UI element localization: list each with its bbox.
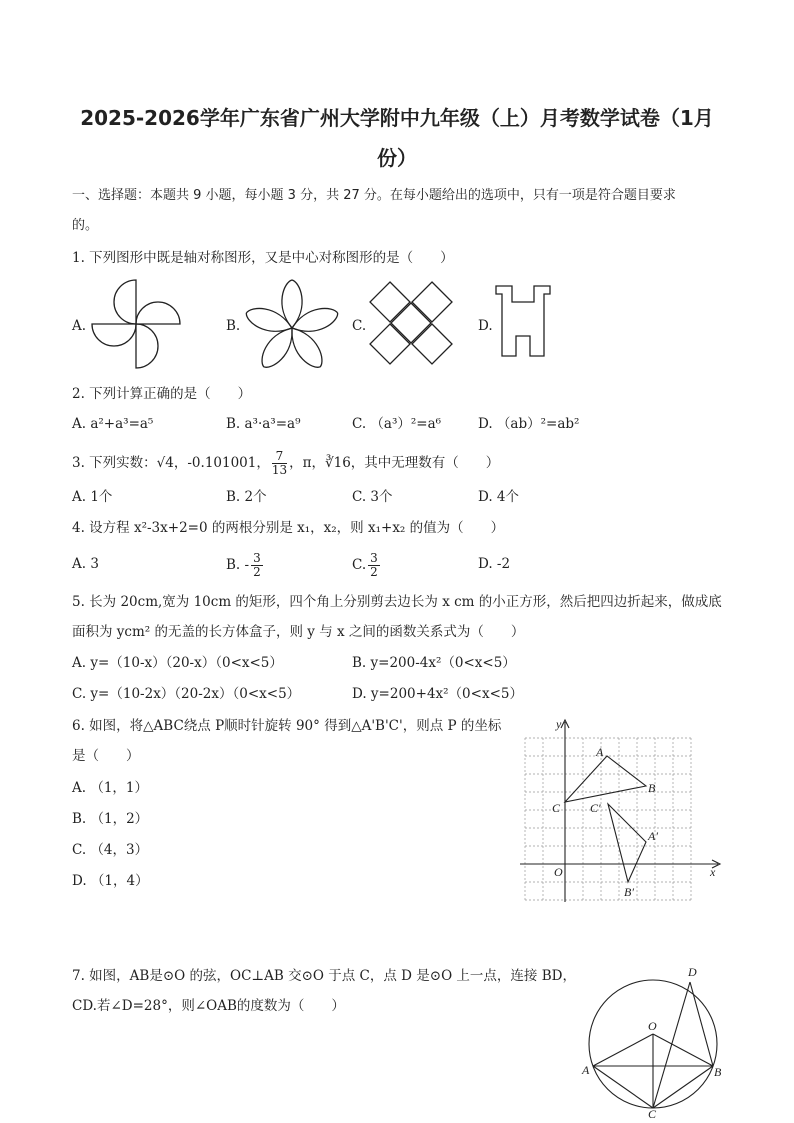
circle-point-d-label: D bbox=[688, 965, 697, 979]
question-6-line1: 6. 如图，将△ABC绕点 P顺时针旋转 90° 得到△A'B'C'，则点 P 的坐标 bbox=[72, 718, 502, 734]
question-6-line2: 是（ ） bbox=[72, 748, 140, 764]
q4-option-b bbox=[226, 552, 265, 579]
q3-fraction-den: 13 bbox=[271, 463, 288, 477]
q3-sqrt4: √4 bbox=[156, 455, 174, 471]
q6-option-a: A. （1，1） bbox=[72, 780, 149, 796]
circle-chord-figure bbox=[578, 962, 728, 1118]
q2-option-d: D. （ab）²=ab² bbox=[478, 416, 580, 432]
q2-option-c: C. （a³）²=a⁶ bbox=[352, 416, 442, 432]
q6-option-c: C. （4，3） bbox=[72, 842, 149, 858]
section-header-line1: 一、选择题：本题共 9 小题，每小题 3 分，共 27 分。在每小题给出的选项中，只有一项是符合题目要求 bbox=[72, 188, 676, 203]
q3-option-c: C. 3个 bbox=[352, 489, 393, 505]
q4-option-b-prefix: B. - bbox=[226, 557, 250, 573]
q3-pi: ，π， bbox=[289, 455, 326, 471]
q2-option-a: A. a²+a³=a⁵ bbox=[72, 416, 154, 432]
q4-option-c-fraction bbox=[368, 552, 380, 579]
page-title-line2: 份） bbox=[377, 146, 417, 170]
question-1-stem: 1. 下列图形中既是轴对称图形，又是中心对称图形的是（ ） bbox=[72, 250, 454, 266]
flower-figure bbox=[244, 276, 340, 372]
question-5-line1: 5. 长为 20cm,宽为 10cm 的矩形，四个角上分别剪去边长为 x cm 的小正方形，然后把四边折起来，做成底 bbox=[72, 594, 722, 610]
q5-option-a: A. y=（10-x）（20-x）（0<x<5） bbox=[72, 655, 283, 671]
castle-figure bbox=[494, 284, 554, 360]
q5-option-c: C. y=（10-2x）（20-2x）（0<x<5） bbox=[72, 686, 301, 702]
q4-c-den: 2 bbox=[370, 565, 378, 579]
q4-b-num: 3 bbox=[253, 551, 261, 565]
q5-option-b: B. y=200-4x²（0<x<5） bbox=[352, 655, 516, 671]
page-title-line1: 2025-2026学年广东省广州大学附中九年级（上）月考数学试卷（1月 bbox=[80, 106, 714, 130]
q4-option-c bbox=[352, 552, 382, 579]
question-7-line2: CD.若∠D=28°，则∠OAB的度数为（ ） bbox=[72, 998, 345, 1014]
q3-stem-prefix: 3. 下列实数： bbox=[72, 455, 157, 471]
q1-option-b: B. bbox=[226, 318, 241, 334]
q5-option-d: D. y=200+4x²（0<x<5） bbox=[352, 686, 523, 702]
circle-point-b-label: B bbox=[714, 1065, 722, 1079]
q3-option-b: B. 2个 bbox=[226, 489, 267, 505]
y-axis-label: y bbox=[556, 717, 562, 731]
q3-cuberoot: ∛16 bbox=[325, 455, 351, 471]
section-header-line2: 的。 bbox=[72, 218, 99, 233]
q1-option-c: C. bbox=[352, 318, 367, 334]
q1-option-d: D. bbox=[478, 318, 493, 334]
q3-stem-suffix: ，其中无理数有（ ） bbox=[350, 455, 500, 471]
q3-fraction-num: 7 bbox=[272, 450, 287, 464]
q3-option-a: A. 1个 bbox=[72, 489, 113, 505]
squares-figure bbox=[368, 280, 456, 368]
point-c-label: C bbox=[552, 801, 561, 815]
pinwheel-figure bbox=[88, 276, 184, 372]
question-4-stem: 4. 设方程 x²-3x+2=0 的两根分别是 x₁，x₂，则 x₁+x₂ 的值为（ ） bbox=[72, 520, 505, 536]
circle-point-a-label: A bbox=[582, 1063, 590, 1077]
question-7-line1: 7. 如图，AB是⊙O 的弦，OC⊥AB 交⊙O 于点 C，点 D 是⊙O 上一点，连接 BD， bbox=[72, 968, 576, 984]
q6-option-d: D. （1，4） bbox=[72, 873, 149, 889]
origin-label: O bbox=[554, 865, 563, 879]
rotation-grid-figure bbox=[520, 716, 726, 906]
q4-b-den: 2 bbox=[253, 565, 261, 579]
q4-option-b-fraction bbox=[251, 552, 263, 579]
question-3-stem bbox=[72, 450, 499, 477]
q3-decimal: ，-0.101001， bbox=[173, 455, 270, 471]
q3-fraction bbox=[272, 450, 287, 477]
point-c-prime-label: C′ bbox=[590, 801, 601, 815]
point-a-label: A bbox=[596, 745, 604, 759]
q6-option-b: B. （1，2） bbox=[72, 811, 149, 827]
q4-option-c-prefix: C. bbox=[352, 557, 367, 573]
question-2-stem: 2. 下列计算正确的是（ ） bbox=[72, 386, 252, 402]
point-a-prime-label: A′ bbox=[648, 829, 658, 843]
point-b-label: B bbox=[648, 781, 656, 795]
circle-point-c-label: C bbox=[648, 1107, 657, 1118]
q4-option-a: A. 3 bbox=[72, 556, 99, 572]
q3-option-d: D. 4个 bbox=[478, 489, 520, 505]
q2-option-b: B. a³·a³=a⁹ bbox=[226, 416, 301, 432]
q4-c-num: 3 bbox=[370, 551, 378, 565]
x-axis-label: x bbox=[710, 865, 716, 879]
question-5-line2: 面积为 ycm² 的无盖的长方体盒子，则 y 与 x 之间的函数关系式为（ ） bbox=[72, 624, 525, 640]
q4-option-d: D. -2 bbox=[478, 556, 511, 572]
q1-option-a: A. bbox=[72, 318, 87, 334]
point-b-prime-label: B′ bbox=[624, 885, 634, 899]
circle-center-label: O bbox=[648, 1019, 657, 1033]
